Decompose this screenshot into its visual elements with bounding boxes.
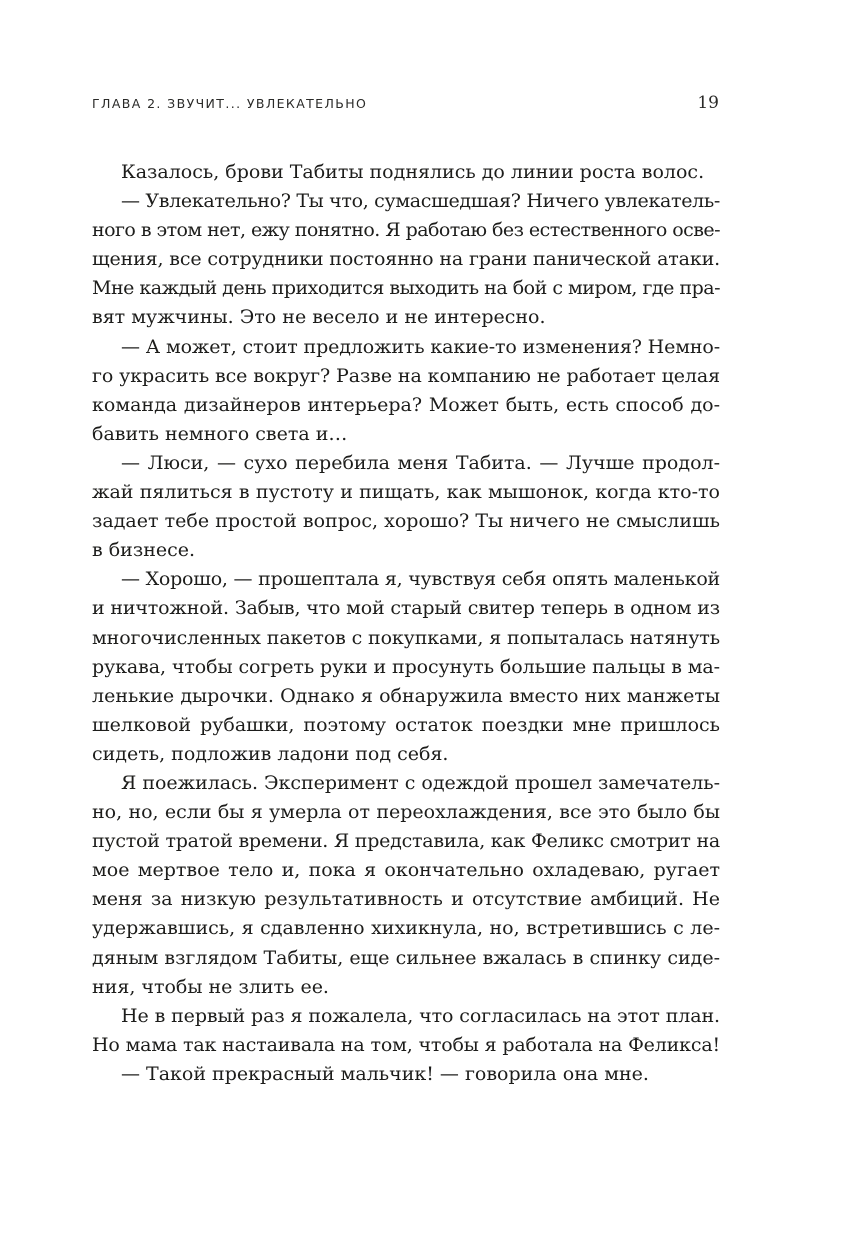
paragraph bbox=[92, 1060, 720, 1089]
paragraph bbox=[92, 565, 720, 769]
paragraph bbox=[92, 158, 720, 187]
paragraph bbox=[92, 187, 720, 332]
text-line: го украсить все вокруг? Разве на компанию не работает целая bbox=[92, 364, 720, 387]
text-line: рукава, чтобы согреть руки и просунуть большие пальцы в ма- bbox=[92, 655, 720, 678]
text-line: Казалось, брови Табиты поднялись до линии роста волос. bbox=[121, 161, 705, 183]
text-line: Не в первый раз я пожалела, что согласилась на этот план. bbox=[121, 1004, 720, 1027]
text-line: — А может, стоит предложить какие-то изменения? Немно- bbox=[121, 335, 720, 358]
text-line: жай пялиться в пустоту и пищать, как мышонок, когда кто-то bbox=[92, 481, 720, 504]
text-line: мое мертвое тело и, пока я окончательно охладеваю, ругает bbox=[92, 859, 720, 882]
running-head: ГЛАВА 2. ЗВУЧИТ... УВЛЕКАТЕЛЬНО bbox=[92, 96, 368, 111]
text-line: — Хорошо, — прошептала я, чувствуя себя опять маленькой bbox=[121, 568, 720, 591]
paragraph bbox=[92, 449, 720, 565]
text-line: задает тебе простой вопрос, хорошо? Ты ничего не смыслишь bbox=[92, 510, 720, 533]
text-line: шелковой рубашки, поэтому остаток поездки мне пришлось bbox=[92, 713, 720, 736]
text-line: Я поежилась. Эксперимент с одеждой прошел замечатель- bbox=[121, 771, 720, 794]
text-line: бавить немного света и… bbox=[92, 422, 348, 445]
text-line: ного в этом нет, ежу понятно. Я работаю без естественного осве- bbox=[92, 219, 720, 242]
text-line: и ничтожной. Забыв, что мой старый свитер теперь в одном из bbox=[92, 597, 720, 620]
text-line: — Увлекательно? Ты что, сумасшедшая? Ничего увлекатель- bbox=[121, 190, 720, 213]
paragraph bbox=[92, 769, 720, 1002]
text-line: ния, чтобы не злить ее. bbox=[92, 975, 329, 998]
text-line: но, но, если бы я умерла от переохлаждения, все это было бы bbox=[92, 801, 720, 824]
text-line: в бизнесе. bbox=[92, 539, 196, 562]
text-line: Но мама так настаивала на том, чтобы я работала на Феликса! bbox=[92, 1033, 720, 1056]
text-line: меня за низкую результативность и отсутствие амбиций. Не bbox=[92, 888, 720, 911]
text-line: щения, все сотрудники постоянно на грани панической атаки. bbox=[92, 248, 720, 271]
body-text bbox=[92, 158, 720, 1089]
text-line: вят мужчины. Это не весело и не интересно. bbox=[92, 306, 546, 329]
paragraph bbox=[92, 333, 720, 449]
text-line: пустой тратой времени. Я представила, как Феликс смотрит на bbox=[92, 830, 720, 853]
text-line: — Такой прекрасный мальчик! — говорила она мне. bbox=[121, 1062, 649, 1085]
text-line: Мне каждый день приходится выходить на бой с миром, где пра- bbox=[92, 277, 720, 300]
page-number: 19 bbox=[697, 93, 719, 113]
text-line: ленькие дырочки. Однако я обнаружила вместо них манжеты bbox=[92, 684, 720, 707]
text-line: многочисленных пакетов с покупками, я попыталась натянуть bbox=[92, 626, 720, 649]
text-line: дяным взглядом Табиты, еще сильнее вжалась в спинку сиде- bbox=[92, 946, 720, 969]
text-line: команда дизайнеров интерьера? Может быть, есть способ до- bbox=[92, 393, 720, 416]
text-line: сидеть, подложив ладони под себя. bbox=[92, 742, 449, 765]
paragraph bbox=[92, 1002, 720, 1060]
text-line: — Люси, — сухо перебила меня Табита. — Лучше продол- bbox=[121, 451, 720, 474]
text-line: удержавшись, я сдавленно хихикнула, но, встретившись с ле- bbox=[92, 917, 720, 940]
